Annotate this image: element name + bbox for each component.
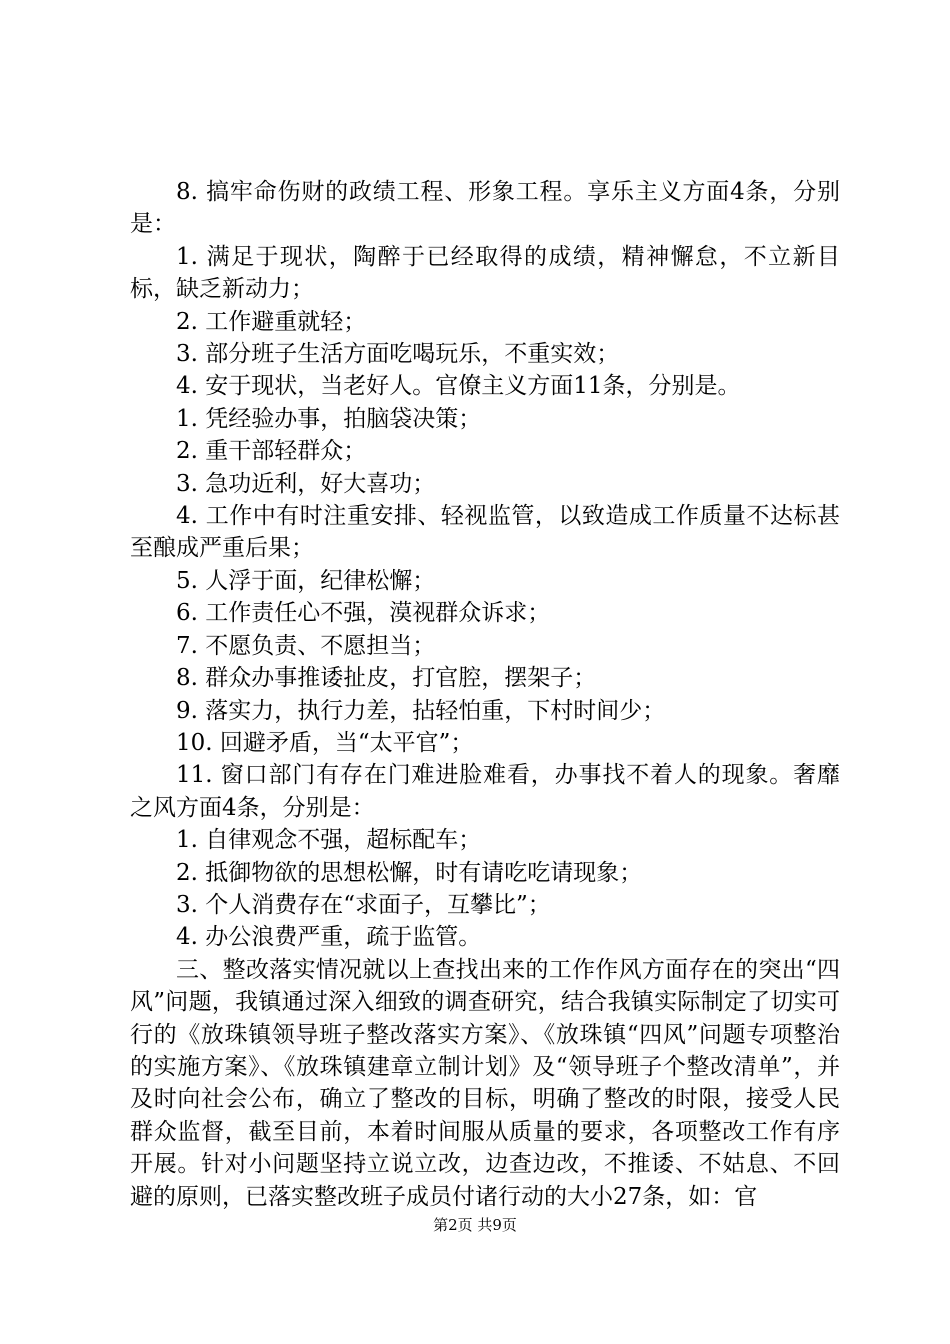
paragraph: 7. 不愿负责、不愿担当； — [176, 632, 436, 659]
paragraph: 2. 抵御物欲的思想松懈，时有请吃吃请现象； — [176, 859, 643, 886]
paragraph: 8. 搞牢命伤财的政绩工程、形象工程。享乐主义方面4条，分别是： — [130, 179, 840, 238]
paragraph: 三、整改落实情况就以上查找出来的工作作风方面存在的突出“四风”问题，我镇通过深入细致的调查研究，结合我镇实际制定了切实可行的《放珠镇领导班子整改落实方案》、《放珠镇“四风”问题专项整治的实施方案》、《放珠镇建章立制计划》及“领导班子个整改清单”，并及时向社会公布，确立了整改的目标，明确了整改的时限，接受人民群众监督，截至目前，本着时间服从质量的要求，各项整改工作有序开展。针对小问题坚持立说立改，边查边改，不推诿、不姑息、不回避的原则，已落实整改班子成员付诸行动的大小27条，如：官 — [130, 956, 840, 1210]
document-body — [130, 176, 840, 1213]
paragraph: 3. 个人消费存在“求面子，互攀比”； — [176, 891, 551, 918]
paragraph: 9. 落实力，执行力差，拈轻怕重，下村时间少； — [176, 697, 666, 724]
page-footer: 第2页 共9页 — [433, 1216, 517, 1234]
paragraph: 10. 回避矛盾，当“太平官”； — [176, 729, 474, 756]
paragraph: 3. 部分班子生活方面吃喝玩乐，不重实效； — [176, 341, 620, 368]
paragraph: 2. 重干部轻群众； — [176, 438, 367, 465]
paragraph: 4. 办公浪费严重，疏于监管。 — [176, 924, 482, 951]
paragraph: 3. 急功近利，好大喜功； — [176, 470, 436, 497]
paragraph: 4. 安于现状，当老好人。官僚主义方面11条，分别是。 — [176, 373, 741, 400]
paragraph: 8. 群众办事推诿扯皮，打官腔，摆架子； — [176, 665, 597, 692]
paragraph: 11. 窗口部门有存在门难进脸难看，办事找不着人的现象。奢靡之风方面4条，分别是： — [130, 762, 840, 821]
paragraph: 4. 工作中有时注重安排、轻视监管，以致造成工作质量不达标甚至酿成严重后果； — [130, 503, 840, 562]
paragraph: 1. 凭经验办事，拍脑袋决策； — [176, 405, 482, 432]
paragraph: 1. 自律观念不强，超标配车； — [176, 827, 482, 854]
paragraph: 6. 工作责任心不强，漠视群众诉求； — [176, 600, 551, 627]
paragraph: 1. 满足于现状，陶醉于已经取得的成绩，精神懈怠，不立新目标，缺乏新动力； — [130, 243, 840, 303]
paragraph: 2. 工作避重就轻； — [176, 308, 367, 335]
paragraph: 5. 人浮于面，纪律松懈； — [176, 567, 436, 594]
